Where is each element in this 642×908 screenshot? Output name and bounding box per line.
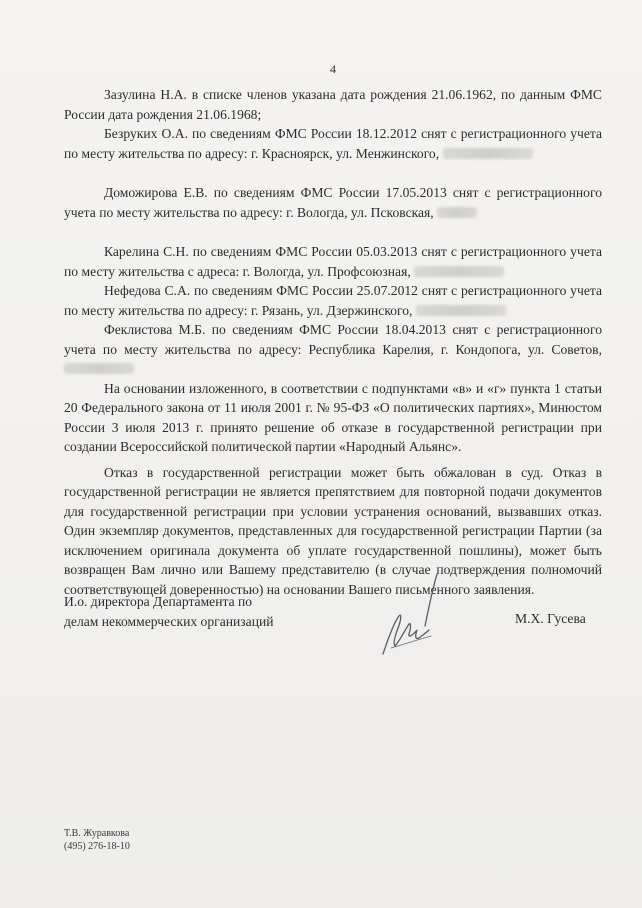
paragraph-text: Феклистова М.Б. по сведениям ФМС России 18.04.2013 снят с регистрационного учета по месту жительства по адресу: Республика Карелия, г. Кондопога, ул. Советов, — [64, 322, 602, 357]
paragraph-nefedova — [64, 281, 602, 320]
paragraph-zazulina — [64, 85, 602, 124]
redaction-mark — [414, 266, 504, 277]
redaction-mark — [443, 148, 533, 159]
redaction-mark — [416, 305, 506, 316]
redaction-mark — [64, 363, 134, 374]
executor-name: Т.В. Журавкова — [64, 828, 130, 839]
paragraph-text: Отказ в государственной регистрации может быть обжалован в суд. Отказ в государственной регистрации не является препятствием для повторной подачи документов для государственной регистрации при условии устранения оснований, вызвавших отказ. Один экземпляр документов, представленных для государственной регистрации Партии (за исключением оригинала документа об уплате государственной пошлины), может быть возвращен Вам лично или Вашему представителю (в случае подтверждения полномочий соответствующей доверенностью) на основании Вашего письменного заявления. — [64, 464, 602, 597]
paragraph-karelina — [64, 242, 602, 281]
page-number: 4 — [330, 62, 336, 76]
executor-phone: (495) 276-18-10 — [64, 841, 130, 852]
paragraph-text: На основании изложенного, в соответствии с подпунктами «в» и «г» пункта 1 статьи 20 Федерального закона от 11 июля 2001 г. № 95-ФЗ «О политических партиях», Минюстом России 3 июля 2013 г. принято решение об отказе в государственной регистрации при создании Всероссийской политической партии «Народный Альянс». — [64, 380, 602, 454]
paragraph-domozhirova — [64, 183, 602, 222]
executor-footer — [64, 827, 130, 853]
letter-body — [64, 85, 602, 599]
paragraph-text: Безруких О.А. по сведениям ФМС России 18.12.2012 снят с регистрационного учета по месту жительства по адресу: г. Красноярск, ул. Менжинского, — [64, 126, 602, 161]
redaction-mark — [437, 207, 477, 218]
paragraph-bezrukikh — [64, 124, 602, 163]
paragraph-text: Нефедова С.А. по сведениям ФМС России 25.07.2012 снят с регистрационного учета по месту жительства по адресу: г. Рязань, ул. Дзержинского, — [64, 283, 602, 318]
paragraph-text: Карелина С.Н. по сведениям ФМС России 05.03.2013 снят с регистрационного учета по месту жительства с адреса: г. Вологда, ул. Профсоюзная, — [64, 244, 602, 279]
position-line: делам некоммерческих организаций — [64, 613, 274, 629]
position-line: И.о. директора Департамента по — [64, 594, 253, 609]
paragraph-appeal — [64, 463, 602, 600]
signer-name: М.Х. Гусева — [515, 611, 586, 626]
paragraph-decision — [64, 379, 602, 457]
paragraph-text: Доможирова Е.В. по сведениям ФМС России 17.05.2013 снят с регистрационного учета по месту жительства по адресу: г. Вологда, ул. Псковская, — [64, 185, 602, 220]
paragraph-feklistova — [64, 320, 602, 379]
signatory-position — [64, 592, 364, 631]
handwritten-signature — [365, 566, 455, 666]
paragraph-text: Зазулина Н.А. в списке членов указана дата рождения 21.06.1962, по данным ФМС России дата рождения 21.06.1968; — [64, 87, 602, 122]
